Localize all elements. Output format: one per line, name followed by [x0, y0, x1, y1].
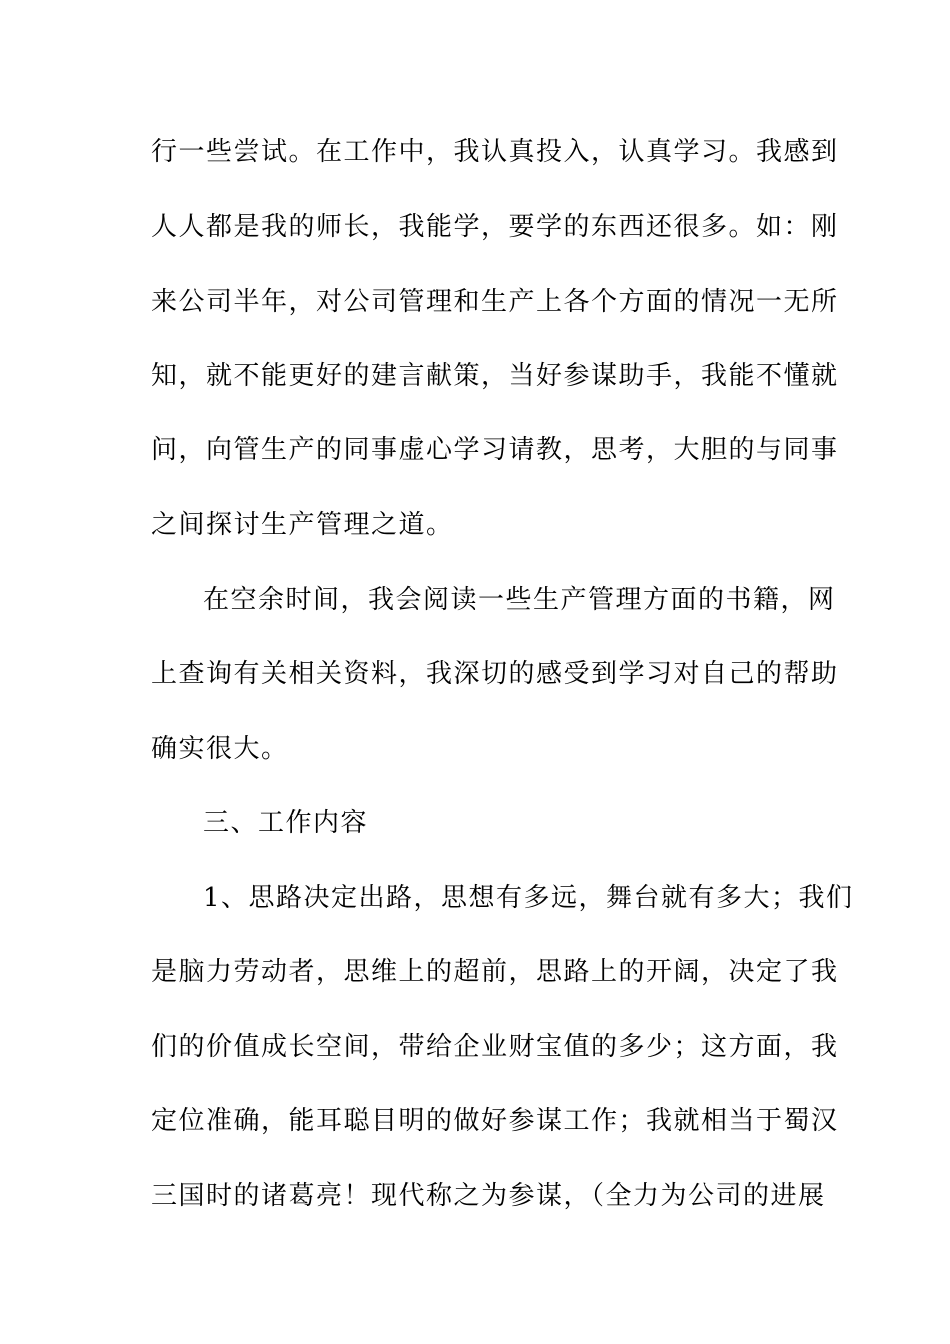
text-line: 们的价值成长空间，带给企业财宝值的多少；这方面，我 — [151, 1032, 839, 1062]
text-line: 人人都是我的师长，我能学，要学的东西还很多。如：刚 — [151, 212, 839, 242]
text-line: 行一些尝试。在工作中，我认真投入，认真学习。我感到 — [151, 137, 839, 167]
text-line: 在空余时间，我会阅读一些生产管理方面的书籍，网 — [203, 585, 836, 615]
text-line: 上查询有关相关资料，我深切的感受到学习对自己的帮助 — [151, 659, 839, 689]
text-line: 1、思路决定出路，思想有多远，舞台就有多大；我们 — [203, 883, 854, 913]
text-line: 问，向管生产的同事虚心学习请教，思考，大胆的与同事 — [151, 435, 839, 465]
text-line: 知，就不能更好的建言献策，当好参谋助手，我能不懂就 — [151, 361, 839, 391]
text-line: 之间探讨生产管理之道。 — [151, 510, 454, 540]
text-line: 三国时的诸葛亮！现代称之为参谋，（全力为公司的进展 — [151, 1181, 826, 1211]
section-heading: 三、工作内容 — [203, 808, 369, 838]
text-line: 来公司半年，对公司管理和生产上各个方面的情况一无所 — [151, 287, 839, 317]
text-line: 是脑力劳动者，思维上的超前，思路上的开阔，决定了我 — [151, 957, 839, 987]
text-line: 确实很大。 — [151, 734, 289, 764]
text-line: 定位准确，能耳聪目明的做好参谋工作；我就相当于蜀汉 — [151, 1106, 839, 1136]
